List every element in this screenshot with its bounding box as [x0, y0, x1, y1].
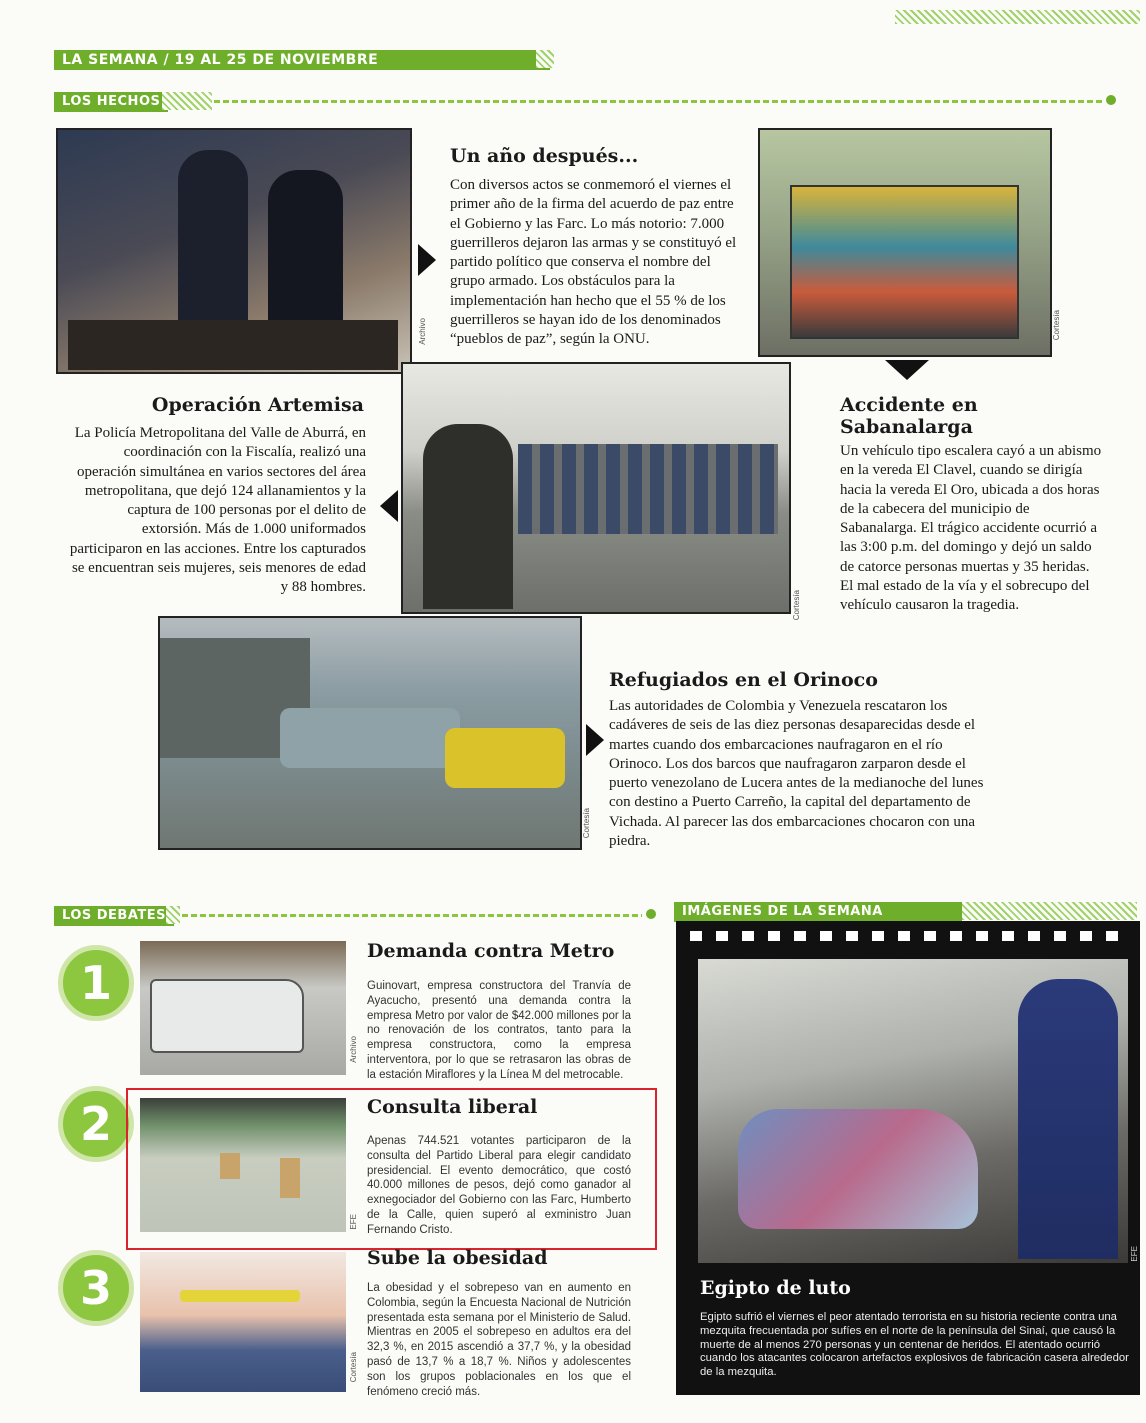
- arrow-pointer: [586, 724, 604, 756]
- decorative-hatch: [536, 50, 554, 68]
- tram-photo: [140, 941, 346, 1075]
- voting-hall-photo: [140, 1098, 346, 1232]
- number-badge: 1: [58, 945, 134, 1021]
- header-banner: LA SEMANA / 19 AL 25 DE NOVIEMBRE: [54, 50, 550, 70]
- arrow-pointer: [418, 244, 436, 276]
- imagenes-label: IMÁGENES DE LA SEMANA: [674, 902, 962, 922]
- number-badge: 2: [58, 1086, 134, 1162]
- peace-agreement-photo: [56, 128, 412, 374]
- article-title: Consulta liberal: [367, 1096, 538, 1118]
- photo-credit: Cortesía: [582, 808, 591, 839]
- article-title: Operación Artemisa: [151, 394, 364, 416]
- photo-credit: Cortesía: [349, 1352, 358, 1383]
- photo-credit: EFE: [349, 1214, 358, 1230]
- article-body: Guinovart, empresa constructora del Tranvía de Ayacucho, presentó una demanda contra la empresa Metro por valor de $42.000 millones por la no renovación de los contratos, tanto para la empresa constructora, como la empresa interventora, por lo que se retrasaron las obras de la estación Miraflores y la Línea M del metrocable.: [367, 980, 631, 1081]
- obesity-photo: [140, 1252, 346, 1392]
- article-body: Con diversos actos se conmemoró el viernes el primer año de la firma del acuerdo de paz entre el Gobierno y las Farc. Lo más notorio: 7.000 guerrilleros dejaron las armas y se constituyó el partido político que conserva el nombre del grupo armado. Los obstáculos para la implementación han hecho que el 55 % de los guerrilleros se hayan ido de los denominados “pueblos de paz”, según la ONU.: [450, 177, 737, 348]
- article-title: Sube la obesidad: [367, 1247, 548, 1269]
- section-divider: [214, 100, 1104, 103]
- article-title: Un año después...: [450, 145, 639, 167]
- hechos-label: LOS HECHOS: [54, 92, 168, 112]
- header-dates: 19 AL 25 DE NOVIEMBRE: [174, 52, 379, 68]
- section-divider: [182, 914, 642, 917]
- section-name: LA SEMANA: [62, 52, 159, 68]
- decorative-hatch: [166, 906, 180, 924]
- orinoco-rescue-photo: [158, 616, 582, 850]
- film-perforations: [690, 931, 1130, 941]
- article-body: Apenas 744.521 votantes participaron de la consulta del Partido Liberal para elegir candidato presidencial. El evento democrático, que costó 40.000 millones de pesos, dejó como ganador al exnegociador del Gobierno con las Farc, Humberto de la Calle, quien superó al exministro Juan Fernando Cristo.: [367, 1135, 631, 1236]
- number-badge: 3: [58, 1250, 134, 1326]
- decorative-hatch: [162, 92, 212, 110]
- debates-label: LOS DEBATES: [54, 906, 174, 926]
- article-title: Egipto de luto: [700, 1277, 851, 1299]
- photo-credit: EFE: [1130, 1246, 1139, 1262]
- arrow-pointer: [885, 360, 929, 380]
- article-body: Egipto sufrió el viernes el peor atentado terrorista en su historia reciente contra una mezquita frecuentada por sufíes en el norte de la península del Sinaí, que causó la muerte de al menos 270 personas y un centenar de heridos. El atentado ocurrió cuando los atacantes colocaron artefactos explosivos de fabricación casera alrededor de la mezquita.: [700, 1311, 1129, 1379]
- article-body: Un vehículo tipo escalera cayó a un abismo en la vereda El Clavel, cuando se dirigía hacia la vereda El Oro, ubicada a dos horas de la cabecera del municipio de Sabanalarga. El trágico accidente ocurrió a las 3:00 p.m. del domingo y dejó un saldo de catorce personas muertas y 35 heridas. El mal estado de la vía y el sobrecupo del vehículo causaron la tragedia.: [840, 443, 1102, 614]
- decorative-hatch: [962, 902, 1137, 920]
- article-body: La Policía Metropolitana del Valle de Aburrá, en coordinación con la Fiscalía, realizó una operación simultánea en varios sectores del área metropolitana, que dejó 124 allanamientos y la captura de 100 personas por el delito de extorsión. Más de 1.000 uniformados participaron en las acciones. Entre los capturados se encuentran seis mujeres, seis menores de edad y 88 hombres.: [69, 425, 366, 596]
- divider-dot: [646, 909, 656, 919]
- divider-dot: [1106, 95, 1116, 105]
- police-operation-photo: [401, 362, 791, 614]
- egypt-attack-photo: [698, 959, 1128, 1263]
- photo-credit: Archivo: [418, 318, 427, 345]
- article-body: Las autoridades de Colombia y Venezuela rescataron los cadáveres de seis de las diez personas desaparecidas desde el martes cuando dos embarcaciones naufragaron en el río Orinoco. Los dos barcos que naufragaron zarparon desde el puerto venezolano de Lucera antes de la medianoche del lunes con destino a Puerto Carreño, la capital del departamento de Vichada. Al parecer las dos embarcaciones chocaron con una piedra.: [609, 698, 984, 850]
- bus-accident-photo: [758, 128, 1052, 357]
- article-title: Accidente en Sabanalarga: [840, 394, 978, 438]
- photo-credit: Archivo: [349, 1036, 358, 1063]
- article-title: Demanda contra Metro: [367, 940, 615, 962]
- article-title: Refugiados en el Orinoco: [609, 669, 878, 691]
- decorative-hatch: [895, 10, 1140, 24]
- photo-credit: Cortesía: [1052, 310, 1061, 341]
- article-body: La obesidad y el sobrepeso van en aumento en Colombia, según la Encuesta Nacional de Nutrición presentada esta semana por el Ministerio de Salud. Mientras en 2005 el sobrepeso en adultos era del 32,3 %, en 2015 ascendió a 37,7 %, y la obesidad pasó de 13,7 % a 18,7 %. Niños y adolescentes son los grupos poblacionales en los que el fenómeno creció más.: [367, 1282, 631, 1398]
- arrow-pointer: [380, 490, 398, 522]
- photo-credit: Cortesía: [792, 590, 801, 621]
- film-frame: [676, 921, 1140, 1395]
